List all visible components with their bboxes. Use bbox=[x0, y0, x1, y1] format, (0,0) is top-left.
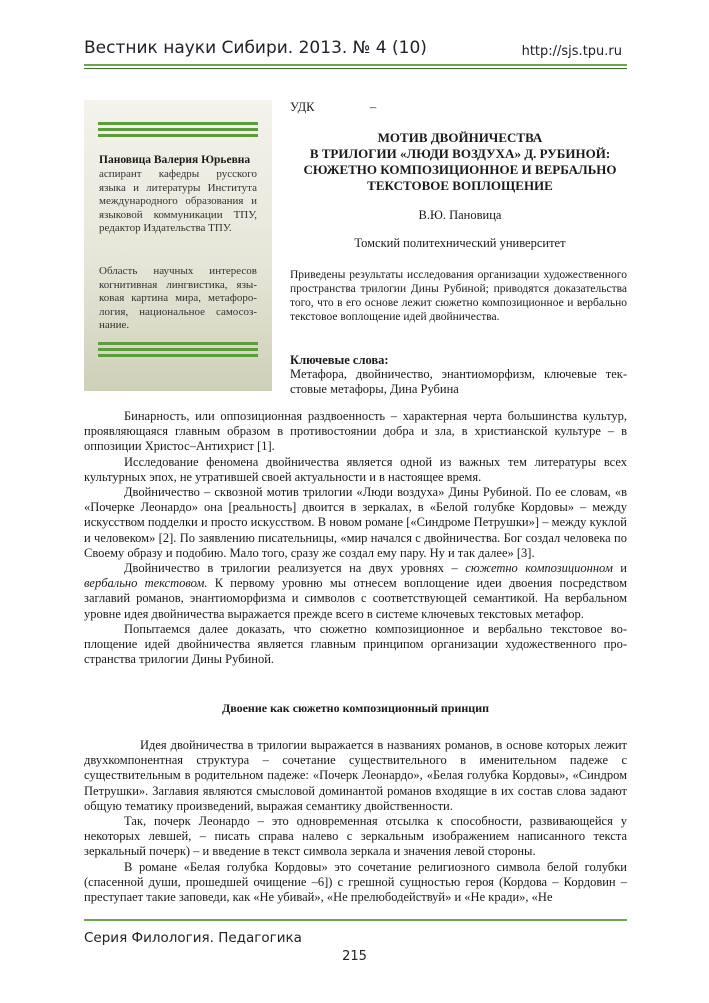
article-affiliation: Томский политехнический университет bbox=[354, 236, 566, 250]
emphasis-text: сюжетно композиционном bbox=[465, 561, 613, 576]
author-name: Пановица Валерия Юрьевна bbox=[99, 154, 251, 166]
paragraph-text: и bbox=[612, 561, 627, 576]
article-title bbox=[290, 130, 630, 194]
body-section bbox=[84, 738, 627, 905]
body-intro bbox=[84, 409, 627, 667]
journal-url[interactable]: http://sjs.tpu.ru bbox=[521, 44, 622, 59]
sidebar-top-bars bbox=[98, 122, 258, 140]
page-number: 215 bbox=[342, 949, 367, 964]
section-heading: Двоение как сюжетно композиционный принцип bbox=[221, 701, 490, 715]
paragraph-text: Двойничество в трилогии реализуется на двух уровнях – bbox=[124, 561, 466, 576]
author-interests: Область научных интересов когнитивная лингвистика, языковая картина мира, метафорология, национальное самосознание. bbox=[99, 265, 257, 332]
paragraph: Идея двойничества в трилогии выражается в названиях романов, в основе которых лежит двухкомпонентная структура – сочетание существительного в именительном падеже с существительным в родительном падеже: «Почерк Леонардо», «Белая голубка Кордовы», «Синдром Петрушки». Заглавия являются смысловой доминантой романов входящие в их состав слова задают общую тематику произведений, выражая семантику двойственности. bbox=[84, 738, 627, 813]
header-rule-thin bbox=[84, 68, 627, 69]
udk-label: УДК bbox=[290, 100, 315, 114]
paragraph: Исследование феномена двойничества является одной из важных тем литературы всех культурных эпох, не утратившей своей актуальности и в настоящее время. bbox=[84, 454, 627, 484]
header-rule bbox=[84, 64, 627, 66]
paragraph: Двойничество – сквозной мотив трилогии «Люди воздуха» Дины Рубиной. По ее словам, «в «Почерке Леонардо» она [реальность] двоится в зеркалах, в «Белой голубке Кордовы» – между искусством подделки и просто искусством. В новом романе [«Синдроме Петрушки»] – между куклой и человеком» [2]. По заявлению писательницы, «мир начался с двойничества. Бог создал человека по Своему образу и подобию. Мало того, сразу же создал ему пару. Ну и так далее» [3]. bbox=[84, 485, 627, 560]
paragraph bbox=[84, 561, 627, 622]
paragraph: Бинарность, или оппозиционная раздвоенность – характерная черта большинства культур, проявляющаяся главным образом в противостоянии добра и зла, в христианской культуре – в оппозиции Христос–Антихрист [1]. bbox=[84, 409, 627, 454]
paragraph: Так, почерк Леонардо – это одновременная отсылка к способности, развивающейся у некоторых левшей, – писать справа налево с зеркальным изображением написанного текста зеркальный почерк) – и введение в текст символа зеркала и значения левой стороны. bbox=[84, 814, 627, 859]
title-line: МОТИВ ДВОЙНИЧЕСТВА bbox=[377, 130, 543, 145]
emphasis-text: вербально текстовом. bbox=[84, 576, 208, 591]
paragraph-text: К первому уровню мы отнесем воплощение идеи двоения посредством заглавий романов, энантиоморфизма и символов с соответствующей семантикой. На вербальном уровне идея двойничества выражается прежде всего в системе ключевых текстовых метафор. bbox=[84, 576, 627, 621]
journal-series: Серия Филология. Педагогика bbox=[84, 930, 302, 946]
author-bio: аспирант кафедры русского языка и литературы Института международного образования и языковой коммуникации ТПУ, редактор Издательства ТПУ. bbox=[99, 168, 257, 235]
udk-value: – bbox=[370, 100, 377, 114]
title-line: СЮЖЕТНО КОМПОЗИЦИОННОЕ И ВЕРБАЛЬНО bbox=[303, 162, 617, 177]
title-line: ТЕКСТОВОЕ ВОПЛОЩЕНИЕ bbox=[367, 178, 553, 193]
paragraph: В романе «Белая голубка Кордовы» это сочетание религиозного символа белой голубки (спасенной души, прошедшей очищение –6]) с грешной сущностью героя (Кордова – Кордовин – преступает такие заповеди, как «Не убивай», «Не прелюбодействуй» и «Не кради», «Не bbox=[84, 859, 627, 905]
article-author: В.Ю. Пановица bbox=[418, 208, 502, 222]
author-sidebar bbox=[84, 100, 272, 391]
sidebar-bottom-bars bbox=[98, 342, 258, 360]
article-abstract: Приведены результаты исследования организации художественного пространства трилогии Дины Рубиной; приводятся доказательства того, что в его основе лежит сюжетно композиционное и вербально текстовое воплощение идей двойничества. bbox=[290, 269, 627, 323]
footer-rule bbox=[84, 919, 627, 921]
keywords-label: Ключевые слова: bbox=[290, 353, 389, 367]
journal-title: Вестник науки Сибири. 2013. № 4 (10) bbox=[84, 38, 427, 58]
keywords-text: Метафора, двойничество, энантиоморфизм, ключевые текстовые метафоры, Дина Рубина bbox=[290, 367, 627, 396]
title-line: В ТРИЛОГИИ «ЛЮДИ ВОЗДУХА» Д. РУБИНОЙ: bbox=[309, 146, 611, 161]
paragraph: Попытаемся далее доказать, что сюжетно композиционное и вербально текстовое воплощение идей двойничества является главным принципом организации художественного пространства трилогии Дины Рубиной. bbox=[84, 621, 627, 667]
